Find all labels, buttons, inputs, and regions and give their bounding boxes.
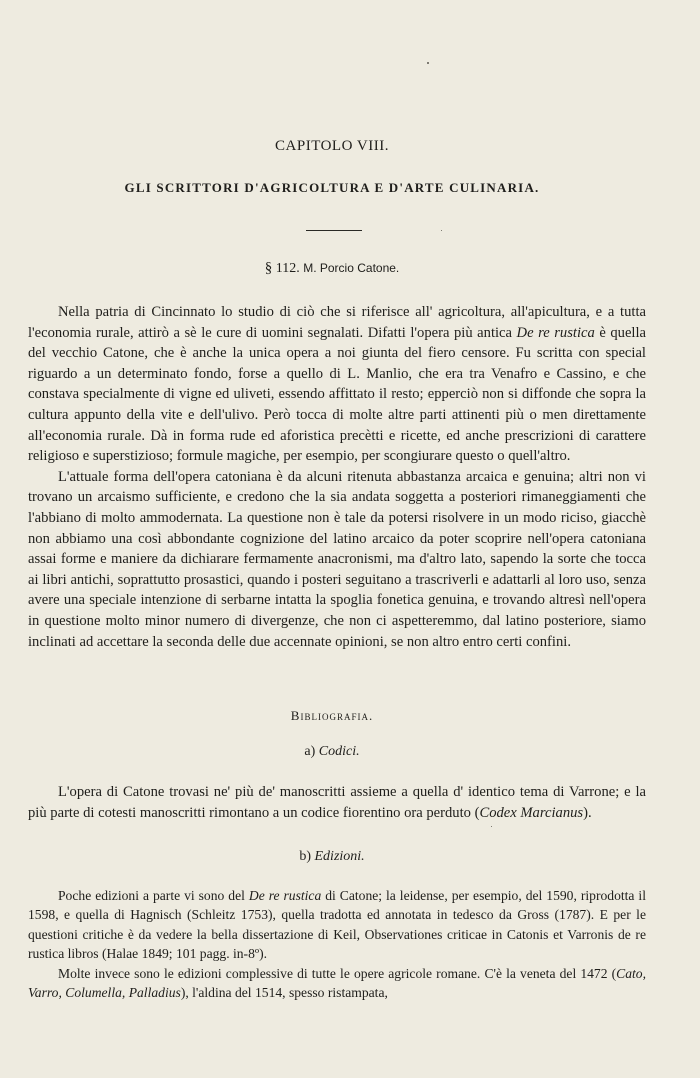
edizioni-p1-b: di Catone; la leidense, per esempio, del 1590, riprodotta il 1598, e quella di Hagnisch (Schleitz 1753), quella tradotta ed annotata in tedesco da Gross (1787). E per le questioni critiche è da vedere la bella dissertazione di Keil, Observationes criticae in Catonis et Varronis de re rustica libros (Halae 1849; 101 pagg. in-8º). <box>28 888 646 962</box>
codici-text-a: L'opera di Catone trovasi ne' più de' manoscritti assieme a quella d' identico tema di Varrone; e la più parte di cotesti manoscritti rimontano a un codice fiorentino ora perduto ( <box>28 784 646 821</box>
edizioni-p2-a: Molte invece sono le edizioni complessive di tutte le opere agricole romane. C'è la veneta del 1472 ( <box>58 965 617 981</box>
edizioni-heading <box>0 849 664 865</box>
main-text <box>28 302 646 652</box>
work-title-italic: De re rustica <box>516 324 595 341</box>
edizioni-p2-italic: Cato, Varro, Columella, Palladius <box>28 965 646 1001</box>
edizioni-p1-italic: De re rustica <box>248 888 322 903</box>
section-heading <box>0 260 664 277</box>
edizioni-p2-b: ), l'aldina del 1514, spesso ristampata, <box>180 985 388 1001</box>
paragraph-1-text-a: Nella patria di Cincinnato lo studio di ciò che si riferisce all' agricoltura, all'apicultura, e a tutta l'economia rurale, attirò a sè le cure di uomini segnalati. Difatti l'opera più antica <box>28 304 646 341</box>
codex-name: Codex Marcianus <box>479 804 584 821</box>
codici-text <box>28 782 646 823</box>
bibliography-heading: Bibliografia. <box>290 708 374 723</box>
edizioni-title: Edizioni. <box>314 849 365 864</box>
section-number: 112. <box>275 261 300 276</box>
edizioni-paragraph-2 <box>28 964 646 1003</box>
codici-letter: a) <box>304 744 316 759</box>
paper-speck <box>491 826 492 827</box>
paragraph-2: L'attuale forma dell'opera catoniana è da alcuni ritenuta abbastanza arcaica e genuina; altri non vi trovano un arcaismo sufficiente, e credono che la sia andata soggetta a posteriori rimaneggiamenti che l'abbiano di molto ammodernata. La questione non è tale da potersi risolvere in un modo riciso, giacchè non abbiamo una così abbondante cognizione del latino arcaico da poter scoprire nell'opera catoniana assai forme e maniere da dichiarare fermamente anacronismi, ma d'altro lato, sapendo la sorte che tocca ai libri antichi, soprattutto prosastici, quando i posteri seguitano a trascriverli e adattarli al loro uso, senza avere una speciale intenzione di serbarne intatta la spoglia fonetica genuina, e trovando altresì nell'opera in questione molto minor numero di divergenze, che non ci aspetteremmo, dal latino posteriore, siamo inclinati ad accettare la seconda delle due accennate opinioni, se non altro entro certi confini. <box>28 468 646 650</box>
section-symbol: § <box>264 260 273 276</box>
chapter-label: CAPITOLO VIII. <box>275 138 389 154</box>
edizioni-letter: b) <box>299 849 311 864</box>
edizioni-paragraph-1 <box>28 886 646 964</box>
codici-heading <box>0 744 664 760</box>
chapter-title: GLI SCRITTORI D'AGRICOLTURA E D'ARTE CULINARIA. <box>124 180 540 195</box>
codici-text-b: ). <box>583 804 592 821</box>
paper-speck <box>441 230 442 231</box>
paper-speck <box>427 62 429 64</box>
codici-title: Codici. <box>318 744 360 759</box>
paragraph-1 <box>28 302 646 467</box>
edizioni-p1-a: Poche edizioni a parte vi sono del <box>58 888 249 903</box>
codici-paragraph <box>28 782 646 823</box>
edizioni-text <box>28 886 646 1002</box>
paragraph-1-text-b: è quella del vecchio Catone, che è anche la unica opera a noi giunta del fiero censore. Fu scritta con special riguardo a un determinato fondo, forse a quello di L. Manlio, che era tra Venafro e Cassino, e che constava specialmente di vigne ed uliveti, essendo affittato il resto; epperciò non si diffonde che sopra la cultura appunto della vite e dell'ulivo. Però tocca di molte altre parti attinenti più o men direttamente all'economia rurale. Dà in forma rude ed aforistica precètti e ricette, ed anche prescrizioni di carattere religioso e superstizioso; formule magiche, per esempio, per scongiurare questo o quell'altro. <box>28 324 647 465</box>
title-divider <box>306 230 362 231</box>
section-author: M. Porcio Catone. <box>303 261 400 275</box>
